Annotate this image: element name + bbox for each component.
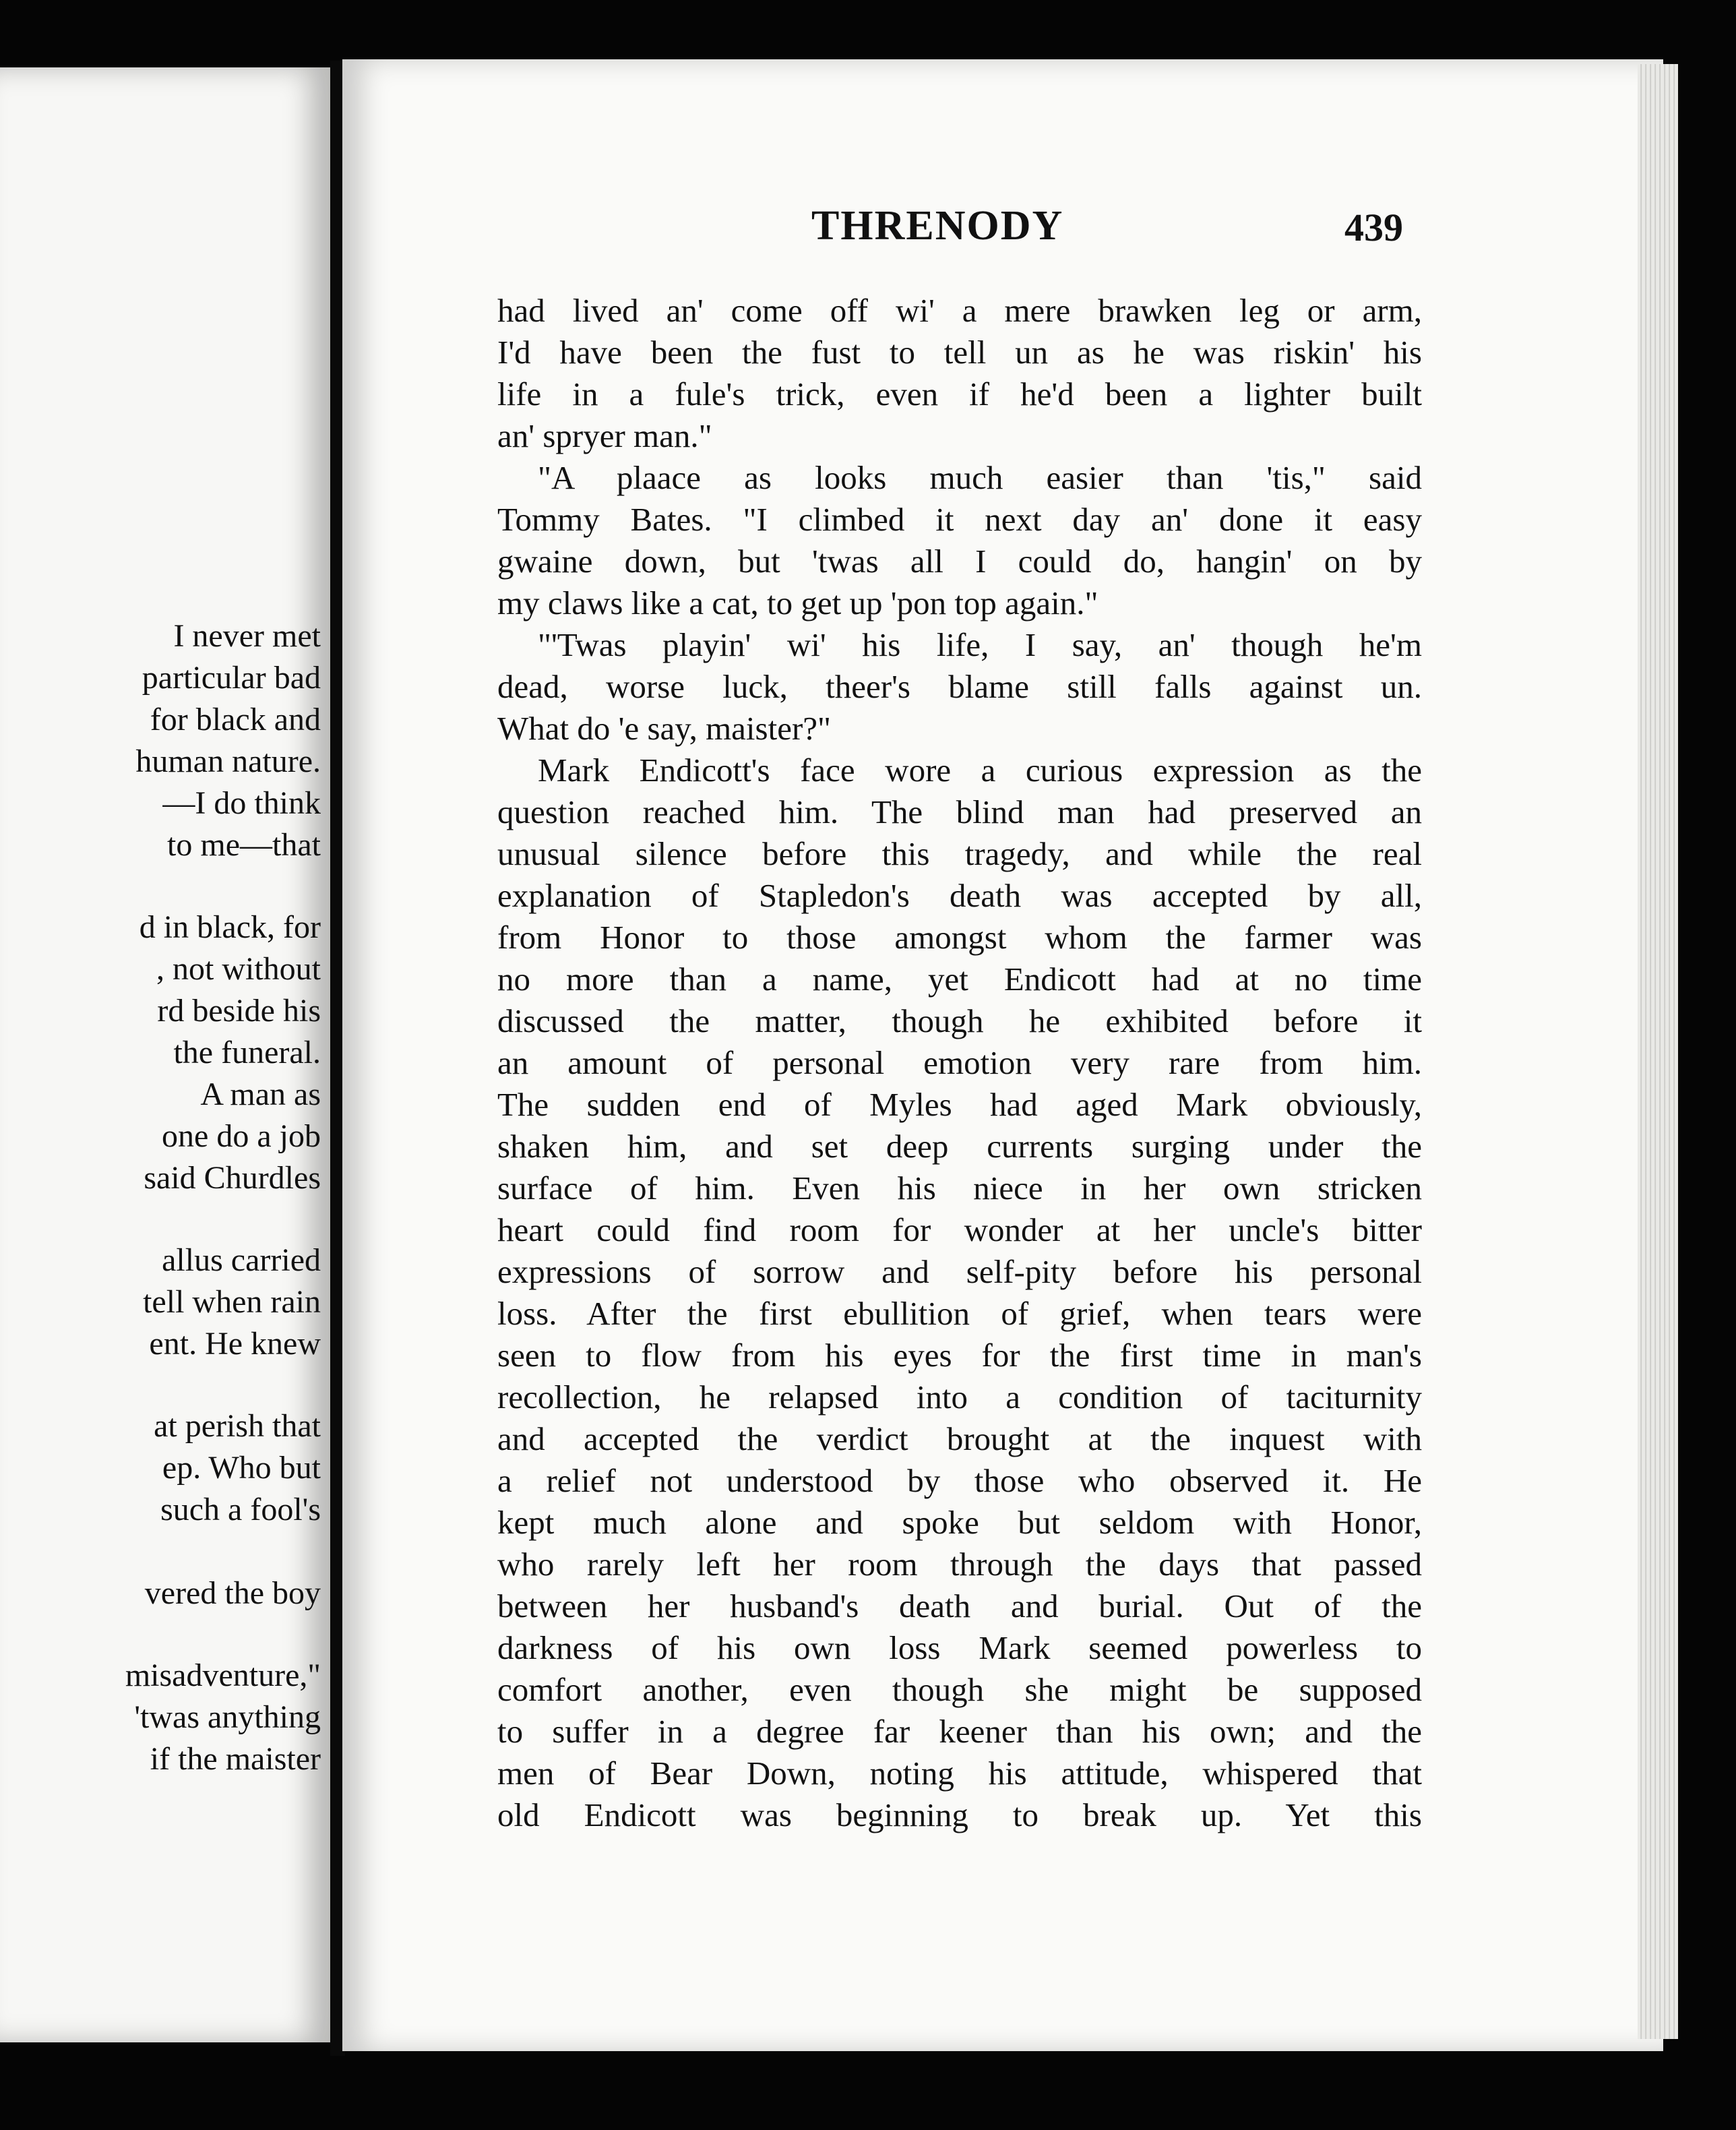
- body-line: Tommy Bates. "I climbed it next day an' done it easy: [497, 501, 1422, 538]
- body-line: darkness of his own loss Mark seemed powerless to: [497, 1629, 1422, 1666]
- body-line: an amount of personal emotion very rare from him.: [497, 1044, 1422, 1081]
- left-page-line: —I do think: [162, 785, 321, 821]
- body-line: shaken him, and set deep currents surging under the: [497, 1128, 1422, 1165]
- body-line: explanation of Stapledon's death was accepted by all,: [497, 877, 1422, 914]
- left-page-line: 'twas anything: [134, 1699, 321, 1735]
- left-page-line: vered the boy: [144, 1575, 321, 1611]
- body-line: unusual silence before this tragedy, and while the real: [497, 835, 1422, 872]
- left-page-line: I never met: [173, 618, 321, 654]
- body-line: loss. After the first ebullition of grief, when tears were: [497, 1295, 1422, 1332]
- left-page-line: particular bad: [142, 660, 321, 696]
- body-line: "A plaace as looks much easier than 'tis," said: [538, 459, 1422, 496]
- body-line: an' spryer man.": [497, 417, 712, 454]
- body-line: and accepted the verdict brought at the inquest with: [497, 1420, 1422, 1457]
- left-page-line: said Churdles: [144, 1160, 321, 1196]
- body-line: seen to flow from his eyes for the first time in man's: [497, 1337, 1422, 1374]
- left-page-line: human nature.: [135, 743, 321, 779]
- left-page-line: one do a job: [162, 1118, 321, 1154]
- left-page-line: for black and: [150, 702, 321, 737]
- body-line: recollection, he relapsed into a condition of taciturnity: [497, 1378, 1422, 1416]
- left-page-line: A man as: [200, 1076, 321, 1112]
- body-line: my claws like a cat, to get up 'pon top again.": [497, 584, 1098, 621]
- body-line: Mark Endicott's face wore a curious expression as the: [538, 752, 1422, 789]
- body-line: discussed the matter, though he exhibited before it: [497, 1002, 1422, 1039]
- left-page-line: if the maister: [150, 1741, 321, 1777]
- body-line: men of Bear Down, noting his attitude, whispered that: [497, 1755, 1422, 1792]
- left-page-text: [88, 67, 330, 2042]
- body-line: from Honor to those amongst whom the farmer was: [497, 919, 1422, 956]
- left-page-line: to me—that: [167, 827, 321, 863]
- left-page-line: rd beside his: [157, 993, 321, 1029]
- body-line: The sudden end of Myles had aged Mark obviously,: [497, 1086, 1422, 1123]
- page-edge: [1638, 64, 1678, 2039]
- left-page-line: the funeral.: [173, 1035, 321, 1070]
- body-line: who rarely left her room through the days that passed: [497, 1546, 1422, 1583]
- body-line: no more than a name, yet Endicott had at no time: [497, 961, 1422, 998]
- running-head: THRENODY: [811, 203, 1064, 249]
- left-page-line: tell when rain: [143, 1284, 321, 1320]
- body-line: heart could find room for wonder at her uncle's bitter: [497, 1211, 1422, 1248]
- body-line: "'Twas playin' wi' his life, I say, an' though he'm: [538, 626, 1422, 663]
- left-page-line: misadventure,": [125, 1657, 321, 1693]
- body-line: dead, worse luck, theer's blame still falls against un.: [497, 668, 1422, 705]
- body-line: a relief not understood by those who observed it. He: [497, 1462, 1422, 1499]
- left-page-line: allus carried: [162, 1242, 321, 1278]
- body-line: gwaine down, but 'twas all I could do, hangin' on by: [497, 543, 1422, 580]
- left-page-line: , not without: [156, 951, 321, 987]
- body-line: to suffer in a degree far keener than his own; and the: [497, 1713, 1422, 1750]
- left-page: [0, 67, 330, 2042]
- body-line: What do 'e say, maister?": [497, 710, 832, 747]
- body-line: expressions of sorrow and self-pity before his personal: [497, 1253, 1422, 1290]
- body-line: question reached him. The blind man had preserved an: [497, 793, 1422, 830]
- body-line: comfort another, even though she might be supposed: [497, 1671, 1422, 1708]
- body-line: surface of him. Even his niece in her own stricken: [497, 1169, 1422, 1207]
- body-line: had lived an' come off wi' a mere brawken leg or arm,: [497, 292, 1422, 329]
- body-line: life in a fule's trick, even if he'd been a lighter built: [497, 375, 1422, 413]
- left-page-line: d in black, for: [139, 909, 321, 945]
- left-page-line: such a fool's: [160, 1492, 321, 1527]
- body-line: I'd have been the fust to tell un as he was riskin' his: [497, 334, 1422, 371]
- body-line: old Endicott was beginning to break up. Yet this: [497, 1796, 1422, 1833]
- page-number: 439: [1344, 206, 1403, 249]
- left-page-line: ent. He knew: [149, 1326, 321, 1362]
- left-page-line: at perish that: [154, 1408, 321, 1444]
- left-page-line: ep. Who but: [162, 1450, 321, 1486]
- body-line: kept much alone and spoke but seldom with Honor,: [497, 1504, 1422, 1541]
- body-line: between her husband's death and burial. Out of the: [497, 1587, 1422, 1624]
